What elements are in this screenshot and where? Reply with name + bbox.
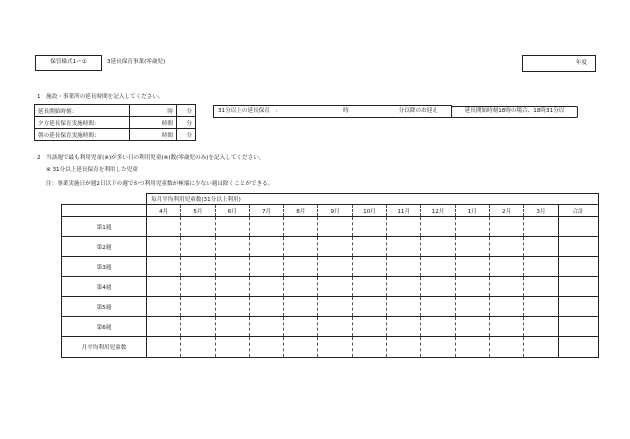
week-month-cell[interactable] (489, 297, 523, 317)
week-month-cell[interactable] (147, 257, 181, 277)
average-cell[interactable] (147, 337, 181, 358)
week-month-cell[interactable] (318, 317, 352, 337)
week-month-cell[interactable] (455, 237, 489, 257)
week-month-cell[interactable] (524, 237, 558, 257)
week-month-cell[interactable] (181, 297, 215, 317)
month-header: 10月 (352, 205, 386, 217)
week-month-cell[interactable] (249, 217, 283, 237)
section2-heading: 2 当該週で最も利用児童(※)が多い日の利用児童(※)数(零歳児のみ)を記入してください。 (37, 155, 265, 161)
blank-header-cell (62, 205, 147, 217)
week-row-label: 第5週 (62, 297, 147, 317)
average-cell[interactable] (455, 337, 489, 358)
week-month-cell[interactable] (147, 317, 181, 337)
week-month-cell[interactable] (147, 297, 181, 317)
month-header: 8月 (284, 205, 318, 217)
week-month-cell[interactable] (147, 237, 181, 257)
average-cell[interactable] (249, 337, 283, 358)
extension-box[interactable] (213, 105, 452, 118)
week-row (62, 277, 599, 297)
hours-table (34, 104, 196, 141)
week-month-cell[interactable] (318, 237, 352, 257)
form-id-box (35, 55, 102, 71)
average-row-label: 月平均利用児童数 (62, 337, 147, 358)
week-month-cell[interactable] (421, 217, 455, 237)
week-total-cell[interactable] (558, 277, 598, 297)
section2-note2: 注：事業実施日が週2日以下の週でかつ利用児童数が極端に少ない週は除くことができる。 (46, 181, 274, 187)
week-month-cell[interactable] (215, 317, 249, 337)
average-total-cell[interactable] (558, 337, 598, 358)
week-month-cell[interactable] (524, 257, 558, 277)
week-total-cell[interactable] (558, 257, 598, 277)
week-month-cell[interactable] (318, 277, 352, 297)
week-month-cell[interactable] (284, 257, 318, 277)
week-month-cell[interactable] (455, 317, 489, 337)
week-month-cell[interactable] (215, 237, 249, 257)
week-month-cell[interactable] (284, 297, 318, 317)
week-row-label: 第1週 (62, 217, 147, 237)
form-id: 保管様式1ー① (50, 59, 87, 66)
week-total-cell[interactable] (558, 317, 598, 337)
month-header: 4月 (147, 205, 181, 217)
week-month-cell[interactable] (421, 297, 455, 317)
week-month-cell[interactable] (284, 217, 318, 237)
hours-hour-cell[interactable]: 時 (130, 105, 177, 117)
week-month-cell[interactable] (524, 317, 558, 337)
week-month-cell[interactable] (421, 237, 455, 257)
month-header: 6月 (215, 205, 249, 217)
average-cell[interactable] (421, 337, 455, 358)
week-month-cell[interactable] (181, 237, 215, 257)
week-month-cell[interactable] (181, 217, 215, 237)
week-month-cell[interactable] (249, 237, 283, 257)
week-month-cell[interactable] (489, 317, 523, 337)
week-month-cell[interactable] (318, 297, 352, 317)
average-cell[interactable] (318, 337, 352, 358)
form-title: 3延長保育事業(零歳児) (107, 59, 166, 65)
week-total-cell[interactable] (558, 297, 598, 317)
week-month-cell[interactable] (387, 257, 421, 277)
week-month-cell[interactable] (249, 277, 283, 297)
month-header: 5月 (181, 205, 215, 217)
week-row (62, 297, 599, 317)
week-month-cell[interactable] (455, 217, 489, 237)
extension-note-box (451, 106, 578, 118)
hours-row-morning (35, 129, 196, 141)
hours-hour-cell[interactable]: 時間 (130, 129, 177, 141)
week-month-cell[interactable] (352, 237, 386, 257)
week-total-cell[interactable] (558, 217, 598, 237)
average-cell[interactable] (489, 337, 523, 358)
week-month-cell[interactable] (181, 317, 215, 337)
week-month-cell[interactable] (147, 217, 181, 237)
average-cell[interactable] (524, 337, 558, 358)
week-month-cell[interactable] (318, 257, 352, 277)
week-row (62, 217, 599, 237)
week-month-cell[interactable] (421, 277, 455, 297)
week-month-cell[interactable] (387, 237, 421, 257)
week-row-label: 第2週 (62, 237, 147, 257)
extension-note: 延長開始時刻18時の場合、18時31分以 (464, 108, 565, 115)
week-month-cell[interactable] (147, 277, 181, 297)
week-row-label: 第3週 (62, 257, 147, 277)
hours-row-label: 朝の延長保育実施時間： (35, 129, 130, 141)
week-month-cell[interactable] (421, 317, 455, 337)
week-row (62, 237, 599, 257)
week-month-cell[interactable] (489, 277, 523, 297)
section1-heading: 1 施設・事業所の延長時間を記入してください。 (37, 94, 164, 100)
week-month-cell[interactable] (215, 277, 249, 297)
week-month-cell[interactable] (387, 277, 421, 297)
month-header: 7月 (249, 205, 283, 217)
hours-hour-cell[interactable]: 時間 (130, 117, 177, 129)
section2-note1: ※ 31分以上延長保育を利用した児童 (46, 167, 138, 173)
week-month-cell[interactable] (455, 257, 489, 277)
week-month-cell[interactable] (387, 217, 421, 237)
year-box[interactable] (522, 55, 596, 72)
average-cell[interactable] (215, 337, 249, 358)
week-month-cell[interactable] (284, 237, 318, 257)
week-month-cell[interactable] (524, 277, 558, 297)
month-header: 11月 (387, 205, 421, 217)
extension-hour-unit: 時 (343, 107, 349, 114)
week-month-cell[interactable] (181, 257, 215, 277)
hours-row-label: 延長開始時刻： (35, 105, 130, 117)
month-header: 3月 (524, 205, 558, 217)
week-row-label: 第4週 (62, 277, 147, 297)
average-cell[interactable] (387, 337, 421, 358)
week-month-cell[interactable] (352, 257, 386, 277)
week-month-cell[interactable] (249, 317, 283, 337)
usage-group-header-row (62, 194, 599, 205)
week-month-cell[interactable] (455, 297, 489, 317)
year-label: 年度 (575, 60, 587, 66)
week-month-cell[interactable] (421, 257, 455, 277)
average-cell[interactable] (284, 337, 318, 358)
week-row (62, 317, 599, 337)
month-header: 2月 (489, 205, 523, 217)
week-month-cell[interactable] (352, 317, 386, 337)
week-month-cell[interactable] (489, 217, 523, 237)
usage-group-header: 毎月平均利用児童数(31分以上利用) (147, 194, 599, 205)
average-row (62, 337, 599, 358)
hours-row-start (35, 105, 196, 117)
week-month-cell[interactable] (352, 297, 386, 317)
usage-table (61, 193, 599, 358)
usage-month-header-row (62, 205, 599, 217)
extension-suffix: 分以降のお迎え (398, 107, 438, 114)
corner-cell (62, 194, 147, 205)
week-row-label: 第6週 (62, 317, 147, 337)
week-month-cell[interactable] (215, 257, 249, 277)
week-month-cell[interactable] (215, 217, 249, 237)
week-month-cell[interactable] (524, 217, 558, 237)
week-month-cell[interactable] (455, 277, 489, 297)
hours-row-label: 夕方延長保育実施時間： (35, 117, 130, 129)
hours-minute-cell[interactable]: 分 (177, 105, 196, 117)
week-month-cell[interactable] (489, 257, 523, 277)
week-month-cell[interactable] (249, 297, 283, 317)
week-rows (62, 217, 599, 337)
week-month-cell[interactable] (387, 317, 421, 337)
week-month-cell[interactable] (352, 277, 386, 297)
week-month-cell[interactable] (387, 297, 421, 317)
week-month-cell[interactable] (524, 297, 558, 317)
hours-row-evening (35, 117, 196, 129)
average-cell[interactable] (181, 337, 215, 358)
week-month-cell[interactable] (215, 297, 249, 317)
hours-minute-cell[interactable]: 分 (177, 129, 196, 141)
week-month-cell[interactable] (284, 317, 318, 337)
week-month-cell[interactable] (284, 277, 318, 297)
extension-label: 31分以上の延長保育 ： (218, 107, 282, 114)
month-header: 1月 (455, 205, 489, 217)
week-month-cell[interactable] (181, 277, 215, 297)
week-month-cell[interactable] (489, 237, 523, 257)
week-month-cell[interactable] (249, 257, 283, 277)
hours-minute-cell[interactable]: 分 (177, 117, 196, 129)
total-header: 合計 (558, 205, 598, 217)
week-month-cell[interactable] (318, 217, 352, 237)
week-row (62, 257, 599, 277)
average-cell[interactable] (352, 337, 386, 358)
week-month-cell[interactable] (352, 217, 386, 237)
month-header: 9月 (318, 205, 352, 217)
week-total-cell[interactable] (558, 237, 598, 257)
month-header: 12月 (421, 205, 455, 217)
